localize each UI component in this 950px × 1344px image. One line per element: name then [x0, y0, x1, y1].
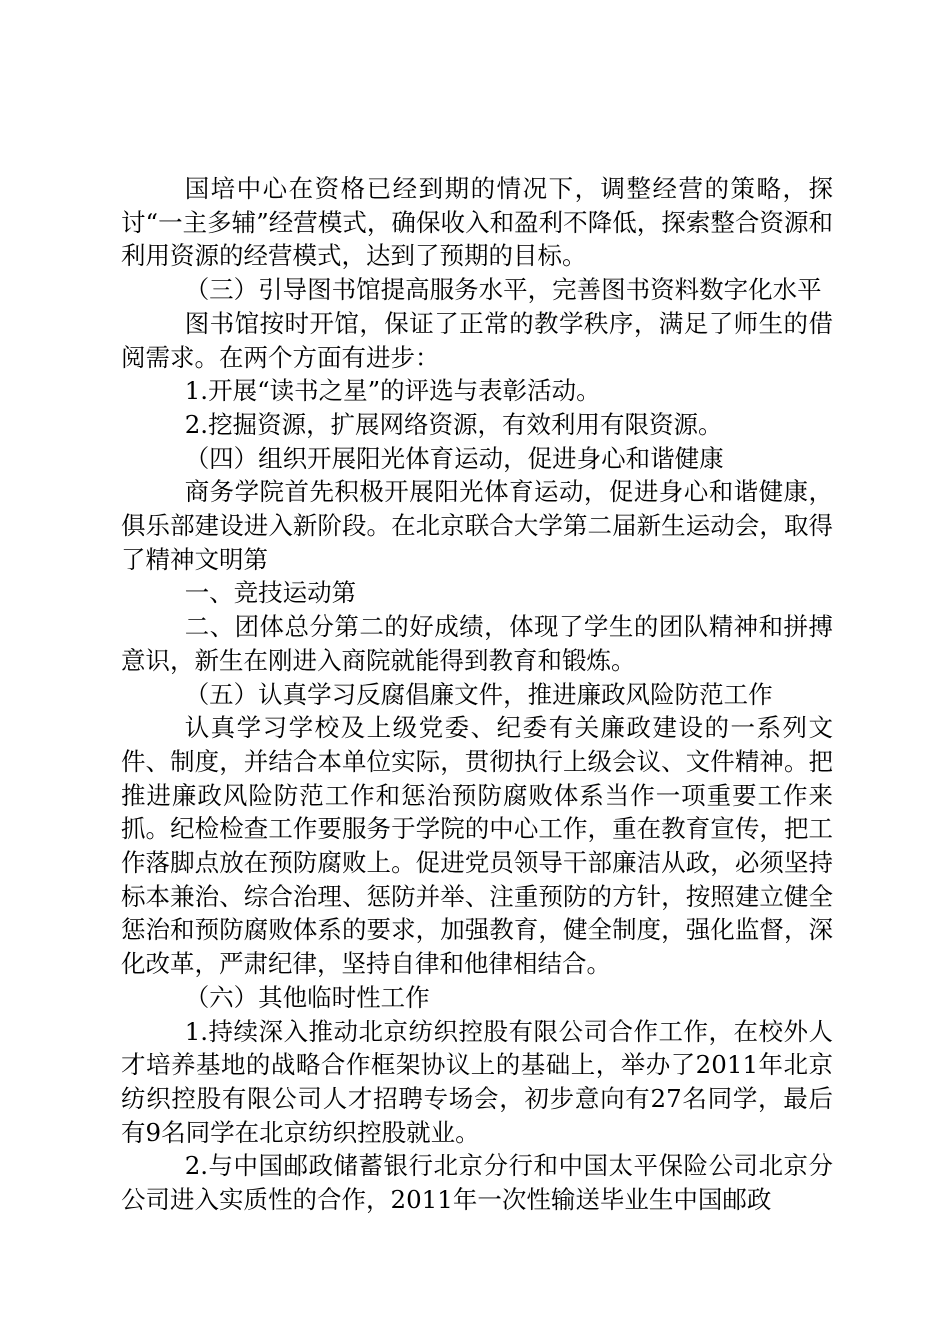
list-item-reading-star: 1.开展“读书之星”的评选与表彰活动。: [184, 376, 601, 406]
paragraph-guopei-center: 国培中心在资格已经到期的情况下，调整经营的策略，探讨“一主多辅”经营模式，确保收入和盈利不降低，探索整合资源和利用资源的经营模式，达到了预期的目标。: [121, 174, 833, 271]
heading-section-4-sports: （四）组织开展阳光体育运动，促进身心和谐健康: [184, 443, 724, 473]
heading-section-3-library: （三）引导图书馆提高服务水平，完善图书资料数字化水平: [184, 275, 822, 305]
heading-section-6-other-work: （六）其他临时性工作: [184, 982, 430, 1012]
paragraph-library-hours: 图书馆按时开馆，保证了正常的教学秩序，满足了师生的借阅需求。在两个方面有进步：: [121, 308, 833, 372]
heading-section-5-anticorruption: （五）认真学习反腐倡廉文件，推进廉政风险防范工作: [184, 679, 773, 709]
paragraph-anticorruption-study: 认真学习学校及上级党委、纪委有关廉政建设的一系列文件、制度，并结合本单位实际，贯彻执行上级会议、文件精神。把推进廉政风险防范工作和惩治预防腐败体系当作一项重要工作来抓。纪检检查工作要服务于学院的中心工作，重在教育宣传，把工作落脚点放在预防腐败上。促进党员领导干部廉洁从政，必须坚持标本兼治、综合治理、惩防并举、注重预防的方针，按照建立健全惩治和预防腐败体系的要求，加强教育，健全制度，强化监督，深化改革，严肃纪律，坚持自律和他律相结合。: [121, 713, 833, 979]
paragraph-team-second: 二、团体总分第二的好成绩，体现了学生的团队精神和拼搏意识，新生在刚进入商院就能得到教育和锻炼。: [121, 612, 833, 675]
paragraph-sports-activities: 商务学院首先积极开展阳光体育运动，促进身心和谐健康，俱乐部建设进入新阶段。在北京联合大学第二届新生运动会，取得了精神文明第: [121, 477, 833, 574]
list-item-network-resources: 2.挖掘资源，扩展网络资源，有效利用有限资源。: [184, 409, 723, 439]
list-item-textile-holding: 1.持续深入推动北京纺织控股有限公司合作工作，在校外人才培养基地的战略合作框架协议上的基础上，举办了2011年北京纺织控股有限公司人才招聘专场会，初步意向有27名同学，最后有9名同学在北京纺织控股就业。: [121, 1016, 833, 1147]
document-body: [121, 172, 833, 1217]
list-item-postal-bank: 2.与中国邮政储蓄银行北京分行和中国太平保险公司北京分公司进入实质性的合作，2011年一次性输送毕业生中国邮政: [121, 1151, 833, 1215]
paragraph-competition-first: 一、竞技运动第: [184, 578, 357, 608]
